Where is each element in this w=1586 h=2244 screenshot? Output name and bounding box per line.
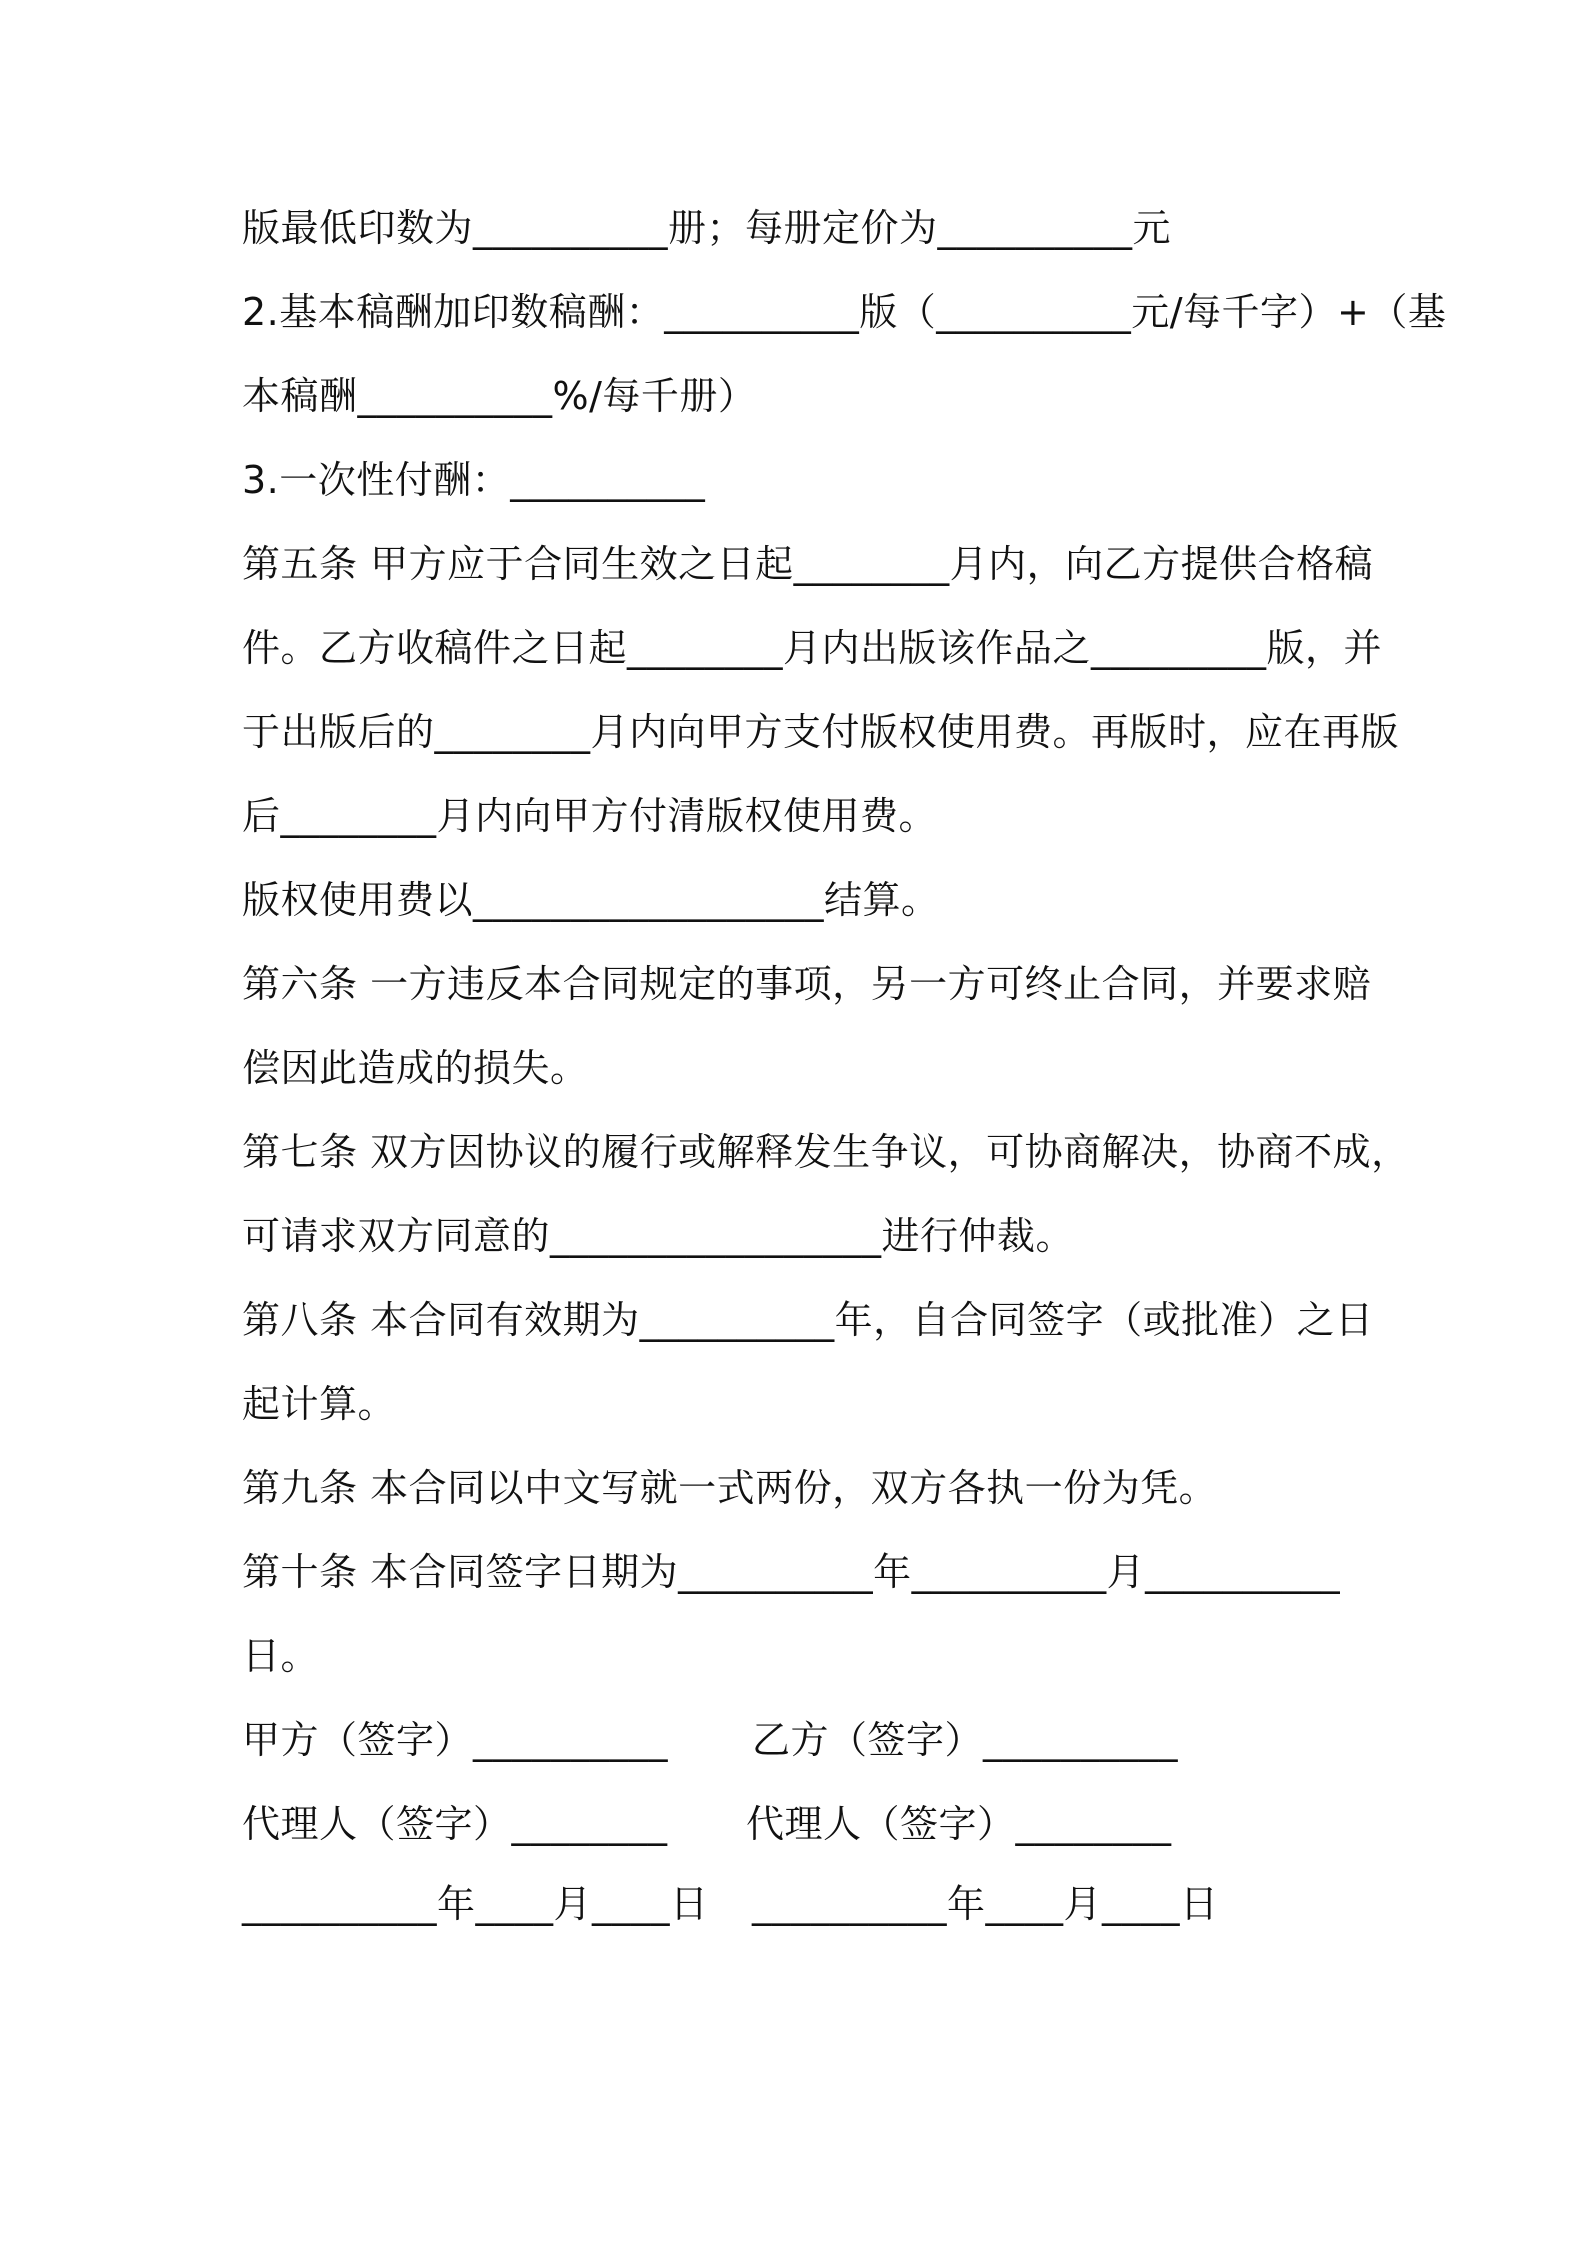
- party-b-date: __________年____月____日: [752, 1882, 1219, 1926]
- agent-a-signature: 代理人（签字）________: [242, 1802, 668, 1846]
- article-10-line-1: 第十条 本合同签字日期为__________年__________月__________: [242, 1550, 1341, 1594]
- article-5-line-3: 于出版后的________月内向甲方支付版权使用费。再版时，应在再版: [242, 710, 1400, 754]
- party-a-date: __________年____月____日: [242, 1882, 709, 1926]
- party-a-signature: 甲方（签字）__________: [242, 1718, 669, 1762]
- article-7-line-1: 第七条 双方因协议的履行或解释发生争议，可协商解决，协商不成，: [242, 1130, 1410, 1174]
- article-5-line-2: 件。乙方收稿件之日起________月内出版该作品之_________版，并: [242, 626, 1383, 670]
- party-b-signature: 乙方（签字）__________: [752, 1718, 1179, 1762]
- article-6-line-2: 偿因此造成的损失。: [242, 1046, 589, 1090]
- text-line-1: 版最低印数为__________册；每册定价为__________元: [242, 206, 1172, 250]
- article-5-line-4: 后________月内向甲方付清版权使用费。: [242, 794, 938, 838]
- article-8-line-2: 起计算。: [242, 1382, 397, 1426]
- article-9-line: 第九条 本合同以中文写就一式两份，双方各执一份为凭。: [242, 1466, 1218, 1510]
- article-6-line-1: 第六条 一方违反本合同规定的事项，另一方可终止合同，并要求赔: [242, 962, 1372, 1006]
- agent-b-signature: 代理人（签字）________: [746, 1802, 1172, 1846]
- article-8-line-1: 第八条 本合同有效期为__________年，自合同签字（或批准）之日: [242, 1298, 1374, 1342]
- text-line-2: 2.基本稿酬加印数稿酬：__________版（__________元/每千字）+（基: [242, 290, 1447, 334]
- text-line-4: 3.一次性付酬：__________: [242, 458, 706, 502]
- article-10-line-2: 日。: [242, 1634, 320, 1678]
- article-5-line-1: 第五条 甲方应于合同生效之日起________月内，向乙方提供合格稿: [242, 542, 1374, 586]
- royalty-settlement-line: 版权使用费以__________________结算。: [242, 878, 940, 922]
- article-7-line-2: 可请求双方同意的_________________进行仲裁。: [242, 1214, 1075, 1258]
- text-line-3: 本稿酬__________%/每千册）: [242, 374, 757, 418]
